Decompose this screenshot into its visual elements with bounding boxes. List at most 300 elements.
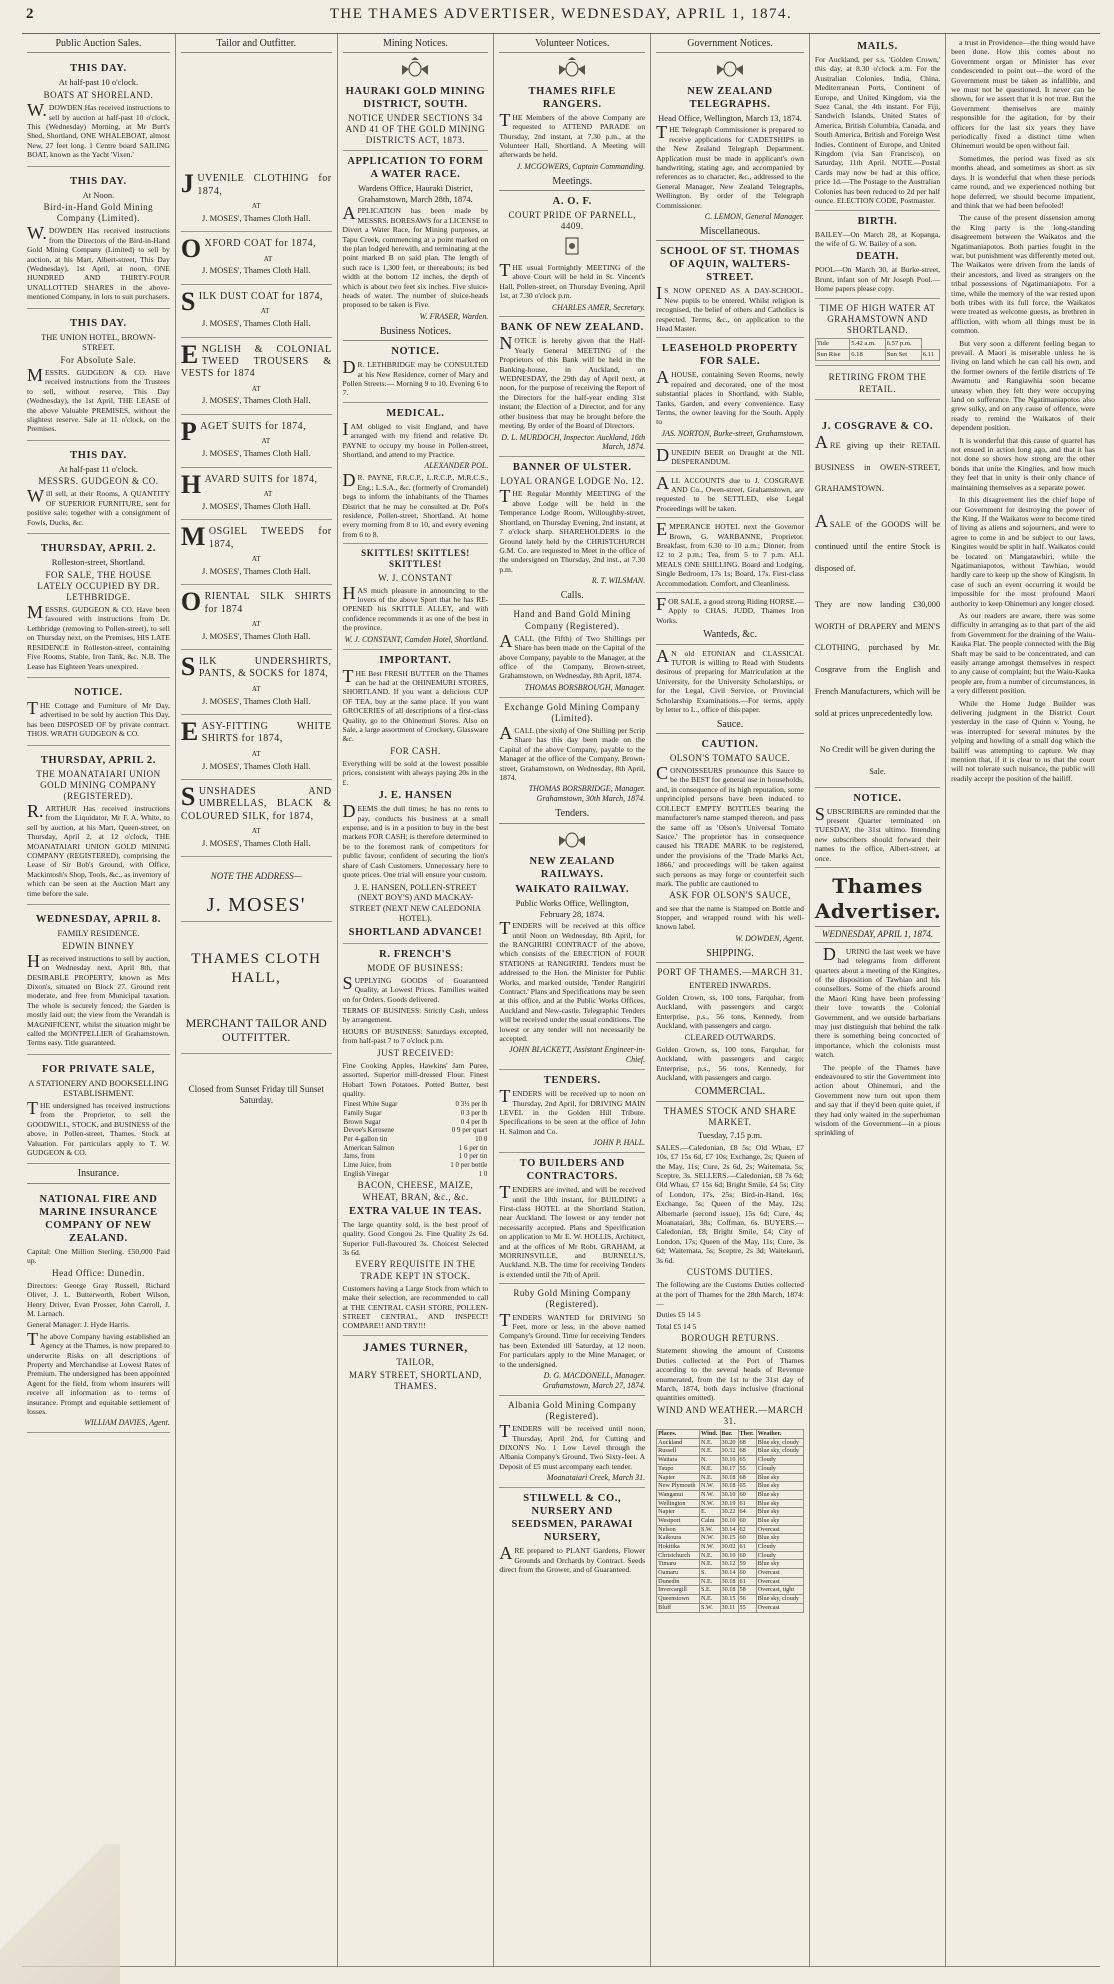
hansen-name: J. E. HANSEN <box>378 790 453 802</box>
weather-cell: N.E. <box>700 1560 720 1569</box>
french-title: R. FRENCH'S <box>379 948 452 960</box>
auction-ad-caption: THE MOANATAIARI UNION GOLD MINING COMPANY (REGISTERED). <box>36 768 161 801</box>
insurance-capital: Capital: One Million Sterling. £50,000 Paid up. <box>27 1246 170 1266</box>
death-title: DEATH. <box>856 251 899 263</box>
tailor-item <box>181 468 332 521</box>
tailor-item-text: AVARD SUITS for 1874, <box>204 473 318 485</box>
ulster-lodge: LOYAL ORANGE LODGE No. 12. <box>500 476 645 487</box>
bank-body: NOTICE is hereby given that the Half-Yearly General MEETING of the Proprietors of this Bank will be held in the Banking-house, in Auckland, on WEDNESDAY, the 29th day of April next, at noon, for the purpose of receiving the Report of the Directors for the half-year ending 31st instant; the Election of a Director, and for any other business that may be brought before the meeting. By order of the Board of Directors. <box>499 333 646 431</box>
editorial-paragraph: a trust in Providence—the thing would have been done. How this comes about no Government organ or Minister has ever condescended to point out—the word of the Government must be taken as infallible, and we must not be questioned. It never can be shown, for we assert that it is not true. But the Government themselves are mainly responsible for the agitation, for by their officers for the last six years they have periodically fixed a distinct time when Ohinemuri would be open without fail. <box>951 38 1095 151</box>
auction-ad-body: MESSRS. GUDGEON & CO. Have been favoured with instructions from Dr. Lethbridge (removing to Pollen-street), to sell on Thursday next, on the Premises, HIS LATE RESIDENCE in Rolleston-street, containing Five Rooms, Stable, Iron Tank, &c. N.B. The Lease has Eighteen Years unexpired. <box>27 602 170 671</box>
court-sign: CHARLES AMER, Secretary. <box>551 302 646 312</box>
price-item: Finest White Sugar <box>343 1100 398 1109</box>
weather-cell: 30.10 <box>720 1456 738 1465</box>
weather-cell: N.E. <box>700 1438 720 1447</box>
tailor-item-line <box>180 652 332 682</box>
tailor-item-line <box>180 587 332 617</box>
insurance-ad <box>27 1188 170 1434</box>
no-credit: No Credit will be given during the Sale. <box>819 744 936 776</box>
rifle-rangers-title: THAMES RIFLE RANGERS. <box>528 85 616 110</box>
mails-title: MAILS. <box>857 41 898 52</box>
weather-cell: Bluff <box>657 1603 700 1612</box>
accounts-notice: ALL ACCOUNTS due to J. COSGRAVE AND Co., Owen-street, Grahamstown, are requested to be SETTLED, else Legal Proceedings will be taken. <box>656 472 804 513</box>
important-title: IMPORTANT. <box>379 654 452 666</box>
tailor-item-line <box>180 286 332 316</box>
weather-cell: Dunedin <box>657 1577 700 1586</box>
section-heading: Mining Notices. <box>343 38 489 53</box>
insurance-title: NATIONAL FIRE AND MARINE INSURANCE COMPANY OF NEW ZEALAND. <box>39 1193 158 1244</box>
cash-body: Everything will be sold at the lowest possible prices, consistent with always paying 20s in the £. <box>342 759 489 787</box>
stilwell-body: ARE prepared to PLANT Gardens, Flower Grounds and Orchards by Contract. Seeds direct from the Grower, and of Guaranteed. <box>499 1543 646 1574</box>
hand-band-sign: THOMAS BORSBROUGH, Manager. <box>524 682 646 692</box>
tailor-item-from: J. MOSES', Thames Cloth Hall. <box>202 265 311 276</box>
weather-row <box>657 1569 804 1578</box>
tailor-item-line <box>180 339 332 381</box>
price-item: Per 4-gallon tin <box>343 1135 388 1144</box>
tailor-item-at: AT <box>251 619 261 628</box>
auction-ad-heading: THURSDAY, APRIL 2. <box>40 754 156 766</box>
weather-cell: Taupo <box>657 1464 700 1473</box>
weather-cell: Hokitika <box>657 1543 700 1552</box>
auction-ad-heading: NOTICE. <box>74 686 123 698</box>
royal-crest-icon <box>499 828 645 852</box>
olson-sauce: OLSON'S TOMATO SAUCE. <box>669 752 791 763</box>
auction-ad <box>27 681 170 746</box>
tailor-item-initial: E <box>180 339 199 369</box>
auction-ad <box>27 537 170 678</box>
section-heading: Miscellaneous. <box>656 226 804 241</box>
section-heading: Volunteer Notices. <box>499 38 645 53</box>
turner-address: MARY STREET, SHORTLAND, THAMES. <box>348 1369 482 1391</box>
weather-cell: S.W. <box>700 1603 720 1612</box>
weather-cell: 30.19 <box>720 1499 738 1508</box>
auction-ad-subheading: FAMILY RESIDENCE. <box>57 928 140 939</box>
price-row <box>343 1100 489 1109</box>
albania-sign: Moanataiari Creek, March 31. <box>546 1473 646 1483</box>
dunedin-beer: DUNEDIN BEER on Draught at the NIL DESPERANDUM. <box>656 444 804 467</box>
tailor-item-text: NGLISH & COLONIAL TWEED TROUSERS & VESTS for 1874 <box>180 343 332 380</box>
tenders-sign: JOHN P. HALL. <box>593 1138 646 1148</box>
weather-cell: 30.22 <box>720 1508 738 1517</box>
skittles-name: W. J. CONSTANT <box>378 572 453 583</box>
auction-ad-heading: THIS DAY. <box>70 63 127 75</box>
weather-cell: Nelson <box>657 1525 700 1534</box>
tailor-item-at: AT <box>251 384 261 393</box>
tailor-item-from: J. MOSES', Thames Cloth Hall. <box>202 395 311 406</box>
court-body: THE usual Fortnightly MEETING of the above Court will be held in St. Vincent's Hall, Pollen-street, on Thursday Evening, April 1st, at 7.30 o'clock p.m. <box>499 259 646 301</box>
column-tailor-outfitter <box>176 34 338 1966</box>
weather-cell: Invercargill <box>657 1586 700 1595</box>
notice-title: NOTICE. <box>853 792 902 804</box>
section-heading: Wanteds, &c. <box>656 629 804 644</box>
weather-column-header: Places. <box>657 1430 700 1439</box>
french-received: JUST RECEIVED: <box>377 1047 454 1058</box>
auction-ad-heading: WEDNESDAY, APRIL 8. <box>35 914 161 926</box>
waikato-body: TENDERS will be received at this office until Noon on Wednesday, 8th April, for the RANGIRIRI CONTRACT of the above, which consists of the ERECTION of FOUR STATIONS at RANGIRIRI. Tenders must be addressed to the Hon. the Minister for Public Works, and marked outside, 'Tender Rangiriri Contract.' Plans and Specifications may be seen at this office, and at the Public Works Offices, Auckland and New-castle. Telegraphic Tenders will be received under the usual conditions. The lowest or any tender will not necessarily be accepted. <box>499 918 646 1044</box>
tenders-body: TENDERS will be received up to noon on Thursday, 2nd April, for DRIVING MAIN LEVEL in the Golden Hill Tribute. Specifications to be seen at the office of John H. Salmon and Co. <box>499 1086 646 1136</box>
weather-cell: 30.10 <box>720 1516 738 1525</box>
merchant-tailor: MERCHANT TAILOR AND OUTFITTER. <box>185 1015 327 1045</box>
tide-cell: Sun Rise <box>815 350 849 361</box>
auction-ad-heading: THURSDAY, APRIL 2. <box>40 543 156 555</box>
tide-row <box>815 339 939 350</box>
weather-cell: N.E. <box>700 1473 720 1482</box>
tailor-item-initial: S <box>180 652 196 682</box>
weather-cell: Overcast <box>756 1603 803 1612</box>
weather-row <box>657 1586 804 1595</box>
weather-cell: 30.18 <box>720 1482 738 1491</box>
section-heading: Calls. <box>499 590 645 605</box>
weather-cell: Blue sky, cloudy <box>756 1595 803 1604</box>
weather-cell: N.W. <box>700 1499 720 1508</box>
telegraphs-title: NEW ZEALAND TELEGRAPHS. <box>687 85 773 110</box>
telegraphs-body: THE Telegraph Commissioner is prepared to receive applications for CADETSHIPS in the New Zealand Telegraph Department. Application must be made in applicant's own handwriting, stating age, and accompanied by references as to character, &c., addressed to the General Manager, New Zealand Telegraphs, Wellington. By order of the Telegraph Commissioner. <box>656 122 804 210</box>
weather-cell: Calm <box>700 1516 720 1525</box>
thames-cloth-hall: THAMES CLOTH HALL, <box>191 951 322 986</box>
extra-value-body: The large quantity sold, is the best proof of quality. Good Congou 2s. Fine Quality 2s 6d. Superior Full-flavoured 3s. Choicest Selected 3s 6d. <box>342 1219 489 1258</box>
weather-cell: 61 <box>738 1499 756 1508</box>
section-heading: Tailor and Outfitter. <box>181 38 332 53</box>
masthead <box>22 6 1100 34</box>
market-title: THAMES STOCK AND SHARE MARKET. <box>663 1105 797 1128</box>
water-race-title: APPLICATION TO FORM A WATER RACE. <box>347 156 484 181</box>
auction-ad-body: MESSRS. GUDGEON & CO. Have received instructions from the Trustees to sell, without reserve, This Day (Wednesday), the 1st April, THE LEASE of the above Valuable PREMISES, without the slightest reserve. Sale at 11 o'clock, on the Premises. <box>27 364 170 434</box>
auction-ad-body: Will sell, at their Rooms, A QUANTITY OF SUPERIOR FURNITURE, sent for positive sale; together with a consignment of Fowls, Ducks, &c. <box>27 486 170 527</box>
auction-ad-body: R.ARTHUR Has received instructions from the Liquidator, Mr F. A. White, to sell by auction, at his Mart, Queen-street, on Thursday, April 2, at 12 o'clock, THE MOANATAIARI UNION GOLD MINING COMPANY (REGISTERED), comprising the Lease of Sir Bob's Ground, with Office, Mackintosh's Shop, Tools, &c., as inventory of which can be seen at the Auction Mart any time before the sale. <box>27 801 170 898</box>
price-row <box>343 1126 489 1135</box>
torn-page-corner <box>0 1844 120 1984</box>
ulster-body: THE Regular Monthly MEETING of the above Lodge will be held in the Temperance Lodge Room, Willoughby-street, Shortland, on Thursday Evening, 2nd instant, at 7 o'clock sharp. SHAREHOLDERS in the Ground lately held by the CHRISTCHURCH G.M. Co. are requested to Meet in the office of the undersigned on Thursday, 2nd inst., at 7.30 p.m. <box>499 486 646 574</box>
aof-title: A. O. F. <box>552 196 592 208</box>
french-terms: TERMS OF BUSINESS: Strictly Cash, unless by arrangement. <box>342 1006 489 1025</box>
weather-cell: 68 <box>738 1473 756 1482</box>
column-volunteer-notices <box>494 34 651 1966</box>
price-item: Brown Sugar <box>343 1117 381 1126</box>
waikato-office: Public Works Office, Wellington, February 28, 1874. <box>515 898 629 919</box>
auction-ad-body: W.DOWDEN Has received instructions to sell by auction at half-past 10 o'clock, This (Wednesday) Morning, at Mr Burt's Shed, Shortland, ONE WHALEBOAT, almost New, 27 feet long. 1 Centre board SAILING BOAT, known as the Yacht 'Vixen.' <box>27 100 170 160</box>
weather-cell: 62 <box>738 1525 756 1534</box>
tenders-title: TENDERS. <box>543 1075 601 1087</box>
weather-cell: 30.15 <box>720 1595 738 1604</box>
weather-cell: N.E. <box>700 1464 720 1473</box>
weather-cell: New Plymouth <box>657 1482 700 1491</box>
weather-cell: 56 <box>738 1595 756 1604</box>
stilwell-title: STILWELL & CO., NURSERY AND SEEDSMEN, PARAWAI NURSERY, <box>511 1493 633 1544</box>
weather-row <box>657 1438 804 1447</box>
weather-cell: 30.11 <box>720 1603 738 1612</box>
weather-cell: Christchurch <box>657 1551 700 1560</box>
price-value: 1 0 per tin <box>458 1152 488 1161</box>
caution-title: CAUTION. <box>701 738 759 750</box>
auction-ad-heading: THIS DAY. <box>70 317 127 329</box>
editorial-paragraph: In this disagreement lies the chief hope of our Government for destroying the power of the King. If the Waikatos were to become tired of living as aliens and sojourners, and were to agree to come in and be subject to our laws, Kingites would be split in half. Waikatos could be located on Mangatawhiri, while the Ngatimaniapotos, without Tawhiao, would hardly care to keep up the show of Kingism. In case of such an event occurring it would be impossible for the most profound Maori authority to keep Ohinemuri any longer closed. <box>951 495 1095 608</box>
ruby-sign: D. G. MACDONELL, Manager. Grahamstown, March 27, 1874. <box>542 1371 646 1390</box>
price-list <box>343 1100 489 1178</box>
turner-name: JAMES TURNER, <box>362 1339 468 1354</box>
price-value: 1 0 <box>478 1169 488 1178</box>
leasehold-sign: JAS. NORTON, Burke-street, Grahamstown. <box>661 428 804 438</box>
section-heading: Sauce. <box>656 719 804 734</box>
price-value: 1 6 per tin <box>458 1143 488 1152</box>
weather-cell: Cloudy <box>756 1551 803 1560</box>
court-title: COURT PRIDE OF PARNELL, 4409. <box>508 210 636 232</box>
weather-cell: 64 <box>738 1508 756 1517</box>
tailor-item-text: UVENILE CLOTHING for 1874, <box>197 173 332 197</box>
weather-row <box>657 1447 804 1456</box>
hansen-sign: J. E. HANSEN, POLLEN-STREET (NEXT BOY'S) AND MACKAY-STREET (NEXT NEW CALEDONIA HOTEL). <box>349 881 482 924</box>
hand-band-body: ACALL (the Fifth) of Two Shillings per Share has been made on the Capital of the above Company, payable to the Manager, at the office of the Company, Brown-street, Grahamstown, on Wednesday, 8th April, 1874. <box>499 630 646 681</box>
price-value: 0 4 per lb <box>460 1117 488 1126</box>
cosgrave-name: J. COSGRAVE & CO. <box>821 420 934 432</box>
mining-district-title: HAURAKI GOLD MINING DISTRICT, SOUTH. <box>345 85 486 110</box>
builders-title: TO BUILDERS AND CONTRACTORS. <box>519 1158 625 1183</box>
weather-cell: 30.15 <box>720 1534 738 1543</box>
editorial-dateline: WEDNESDAY, APRIL 1, 1874. <box>815 926 940 943</box>
tailor-item-text: ASY-FITTING WHITE SHIRTS for 1874, <box>201 721 332 745</box>
tailor-item-from: J. MOSES', Thames Cloth Hall. <box>202 448 311 458</box>
weather-cell: 65 <box>738 1456 756 1465</box>
weather-cell: 68 <box>738 1447 756 1456</box>
editorial-paragraph: The cause of the present dissension among the King party is the long-standing disagreement between the Waikatos and the Ngatimaniapotos. Both parties fought in the war, but punishment was differently meted out. The Waikatos were driven from the lands of their ancestors, and lived as strangers on the tribal possessions of Ngatimaniapoto. For a time, while the memory of the war rested upon both tribes with its full force, the Waikatos were treated as welcome guests, as brethren in affliction, with whom all things must be in common. <box>951 213 1095 336</box>
tailor-item-from: J. MOSES', Thames Cloth Hall. <box>202 500 311 511</box>
weather-cell: 58 <box>738 1586 756 1595</box>
medical-sign: ALEXANDER POL. <box>424 461 489 471</box>
weather-cell: Wanganui <box>657 1490 700 1499</box>
tide-cell: 6.11 <box>921 350 939 361</box>
school-body: IS NOW OPENED AS A DAY-SCHOOL. New pupils to be entered. Whilst religion is recognised, the belief of others and Catholics is respected. Terms, &c., on application to the Head Master. <box>656 283 804 333</box>
auction-ad-caption: For Absolute Sale. <box>60 354 137 365</box>
auction-ad <box>27 908 170 1055</box>
moses-name: J. MOSES' <box>206 893 306 916</box>
weather-cell: Blue sky, cloudy <box>756 1438 803 1447</box>
medical-title: MEDICAL. <box>386 407 445 419</box>
weather-cell: Overcast <box>756 1577 803 1586</box>
weather-table <box>656 1429 804 1612</box>
column-mails-and-editorial <box>810 34 946 1966</box>
royal-crest-icon <box>343 57 489 81</box>
section-heading: Business Notices. <box>343 326 489 341</box>
newspaper-title: THE THAMES ADVERTISER, WEDNESDAY, APRIL 1, 1874. <box>329 6 793 22</box>
tailor-item-initial: S <box>180 286 196 316</box>
weather-row <box>657 1543 804 1552</box>
auction-ad-heading: THIS DAY. <box>70 449 127 461</box>
auction-ad-heading: THIS DAY. <box>70 175 127 187</box>
weather-cell: S. <box>700 1569 720 1578</box>
tailor-item-at: AT <box>251 827 261 836</box>
insurance-body: The above Company having established an Agency at the Thames, is now prepared to underwrite Risks on all descriptions of Property and Merchandise at Lowest Rates of Premium. The undersigned has been appointed Agent for the field, from whom insurers will receive all information as to terms of insurance. Prompt and equitable settlement of losses. <box>27 1328 170 1417</box>
weather-cell: Blue sky <box>756 1560 803 1569</box>
page-number: 2 <box>26 6 34 22</box>
exchange-sign: THOMAS BORSBRIDGE, Manager. Grahamstown, 30th March, 1874. <box>528 784 646 804</box>
entered-inwards: ENTERED INWARDS. <box>689 980 771 991</box>
telegraphs-sign: C. LEMON, General Manager. <box>704 212 804 222</box>
tide-table <box>815 338 940 361</box>
royal-crest-icon <box>499 57 645 81</box>
section-heading: Insurance. <box>27 1168 170 1183</box>
weather-cell: N.E. <box>700 1447 720 1456</box>
weather-cell: 30.18 <box>720 1577 738 1586</box>
weather-cell: 30.14 <box>720 1569 738 1578</box>
tailor-item-text: UNSHADES AND UMBRELLAS, BLACK & COLOURED SILK, for 1874, <box>180 786 332 822</box>
weather-cell: 30.14 <box>720 1525 738 1534</box>
weather-cell: S.E. <box>700 1586 720 1595</box>
tailor-item-from: J. MOSES', Thames Cloth Hall. <box>202 630 311 641</box>
temperance-hotel: EMPERANCE HOTEL next the Governor Brown, G. WARBANNE, Proprietor. Breakfast, from 6.30 to 10 a.m.; Dinner, from 12 to 2 p.m.; Tea, from 5 to 7 p.m. ALL MEALS ONE SHILLING. Board and Lodging, Single Bedroom, 17s 1s; Board, 17s. First-class Accommodation. Comfort, and Cleanliness. <box>656 519 804 588</box>
tailor-item <box>181 780 332 857</box>
retiring-notice: RETIRING FROM THE RETAIL. <box>828 372 927 394</box>
market-body: SALES.—Caledonian, £8 5s; Old Whau, £7 10s, £7 15s 6d, £7 10s; Exchange, 2s; Queen of the May, 11s; Cure, 2s 6d, 2s; Waitemata, 5s; Sceptre, 3s. SELLERS.—Caledonian, £8 7s 6d; Old Whau, £7 15s 6d; Bright Smile, £4 5s; City of London, 17s, 25s; Bird-in-Hand, 16s; Exchange, 5s; Queen of the May, 12s; Albemarle (second issue), 15s 6d; Cure, 4s; Moanataiari, 38s; Coffman, 6s. BUYERS.—Caledonian, £8; Bright Smile, £4; City of London, 17s; Queen of the May, 11s; Cure, 3s 6d; Waitemata, 5s; Sceptre, 2s 3d; Waitekauri, 3s 6d. <box>656 1142 804 1265</box>
section-heading: Public Auction Sales. <box>27 38 170 53</box>
weather-row <box>657 1551 804 1560</box>
customs-duties: Duties £5 14 5 <box>656 1310 701 1320</box>
auction-ad-subheading: At half-past 10 o'clock. <box>58 77 139 88</box>
french-hours: HOURS OF BUSINESS: Saturdays excepted, from half-past 7 to 7 o'clock p.m. <box>342 1026 489 1046</box>
tide-cell: Sun Set <box>885 350 921 361</box>
weather-cell: Blue sky <box>756 1482 803 1491</box>
price-value: 0 9 per quart <box>451 1126 488 1135</box>
tailor-item-text: OSGIEL TWEEDS for 1874, <box>208 526 332 550</box>
bank-title: BANK OF NEW ZEALAND. <box>500 322 644 334</box>
weather-cell: Cloudy <box>756 1456 803 1465</box>
customs-title: CUSTOMS DUTIES. <box>686 1267 774 1277</box>
weather-row <box>657 1525 804 1534</box>
exchange-body: ACALL (the sixth) of One Shilling per Scrip Share has this day been made on the Capital of the above Company, payable to the Manager at the office of the Company, Brown-street, Grahamstown, on Wednesday, 8th April, 1874. <box>499 723 646 783</box>
tailor-item-line <box>180 717 332 747</box>
weather-cell: Westport <box>657 1516 700 1525</box>
landing-worth: They are now landing £30,000 WORTH of DRAPERY and MEN'S CLOTHING, purchased by Mr. Cosgrave from the English and French Manufacturers, which will be sold at prices unprecedentedly low. <box>814 599 941 718</box>
every-requisite-title: EVERY REQUISITE IN THE TRADE KEPT IN STOCK. <box>355 1259 476 1281</box>
weather-cell: N.E. <box>700 1595 720 1604</box>
tide-cell: 5.42 a.m. <box>850 339 886 350</box>
market-time: Tuesday, 7.15 p.m. <box>697 1130 763 1141</box>
weather-cell: N.E. <box>700 1577 720 1586</box>
weather-row <box>657 1482 804 1491</box>
editorial-paragraph: Sometimes, the period was fixed as six months ahead, and sometimes as short as six days. It is wonderful that when these periods came round, and we experienced nothing but hope deferred, we should become impatient, and think that we had been befooled! <box>951 153 1095 210</box>
weather-row <box>657 1490 804 1499</box>
auction-ad-body: THE Cottage and Furniture of Mr Day, advertised to be sold by auction This Day, has been DISPOSED OF by private contract. THOS. WRATH GUDGEON & CO. <box>27 697 170 739</box>
skittles-sign: W. J. CONSTANT, Camden Hotel, Shortland. <box>344 634 489 644</box>
insurance-directors: Directors: George Gray Russell, Richard Oliver, J. L. Butterworth, Robert Wilson, Henry Driver, Evan Prosser, John Carroll, J. M. Larnach. <box>27 1280 170 1319</box>
tailor-item <box>181 585 332 650</box>
tailor-item-from: J. MOSES', Thames Cloth Hall. <box>202 565 311 576</box>
auction-ad <box>27 749 170 906</box>
weather-cell: E. <box>700 1508 720 1517</box>
tailor-item-text: ILK DUST COAT for 1874, <box>198 290 324 302</box>
weather-cell: Blue sky <box>756 1516 803 1525</box>
weather-cell: 30.20 <box>720 1438 738 1447</box>
weather-cell: Overcast <box>756 1525 803 1534</box>
turner-trade: TAILOR, <box>396 1356 435 1367</box>
giving-up: ARE giving up their RETAIL BUSINESS in OWEN-STREET, GRAHAMSTOWN. <box>814 431 941 494</box>
tailor-item-at: AT <box>251 749 261 758</box>
horse-for-sale: FOR SALE, a good strong Riding HORSE.—Apply to CHAS. JUDD, Thames Iron Works. <box>656 594 804 625</box>
order-emblem-icon <box>499 235 645 259</box>
tailor-item-initial: O <box>180 587 202 617</box>
weather-cell: Blue sky <box>756 1508 803 1517</box>
customs-body: The following are the Customs Duties collected at the port of Thames for the 28th March, 1874:— <box>656 1280 804 1308</box>
school-title: SCHOOL OF ST. THOMAS OF AQUIN, WALTERS-STREET. <box>660 246 800 284</box>
tailor-item-initial: P <box>180 416 198 446</box>
auction-ad-body: W.DOWDEN Has received instructions from the Directors of the Bird-in-Hand Gold Mining Company (Limited) to sell by auction, at his Mart, Albert-street, This Day (Wednesday), 1st April, at noon, ONE HUNDRED AND THIRTY-FOUR UNALLOTTED SHARES in the above-mentioned Company, in lots to suit purchasers. <box>27 223 170 302</box>
payne-body: DR. PAYNE, F.R.C.P., L.R.C.P., M.R.C.S., Eng.; L.S.A., &c. (formerly of Cromandel) begs to inform the inhabitants of the Thames District that he may be consulted at Dr. Pol's residence, Pollen-street, Shortland. At home every morning from 8 to 10, and every evening from 6 to 8. <box>342 470 489 539</box>
auction-ad-subheading: At Noon. <box>82 189 115 200</box>
weather-cell: 30.10 <box>720 1551 738 1560</box>
rifle-rangers-body: THE Members of the above Company are requested to ATTEND PARADE on Thursday, 2nd instant, at 7.30 p.m., at the Volunteer Hall, Shortland. A Meeting will afterwards be held. <box>499 109 646 160</box>
extra-value-title: EXTRA VALUE IN TEAS. <box>349 1205 482 1217</box>
water-race-body: APPLICATION has been made by MESSRS. BORESAWS for a LICENSE to Divert a Water Race, for Mining purposes, at Tapu Creek, commencing at a point marked on the plan lodged herewith, and terminating at the point marked B on said plan. The length of such race is 1,300 feet, or thereabouts; its bed width at the bottom 12 inches, the depth of which is about two feet six inches. Five sluice-heads of water. The number of sluice-heads proposed to be taken is Five. <box>342 203 489 310</box>
every-requisite-body: Customers having a Large Stock from which to make their selection, are recommended to call at THE CENTRAL CASH STORE, POLLEN-STREET CENTRAL, AND INSPECT! COMPARE!! AND TRY!!! <box>342 1283 489 1331</box>
weather-cell: N.W. <box>700 1543 720 1552</box>
weather-column-header: Bar. <box>720 1430 738 1439</box>
tailor-item <box>181 715 332 780</box>
auction-ad-caption: Bird-in-Hand Gold Mining Company (Limited). <box>43 202 154 224</box>
birth-body: BAILEY—On March 28, at Kopanga, the wife of G. W. Bailey of a son. <box>814 229 941 248</box>
column-public-auction-sales <box>22 34 176 1966</box>
birth-title: BIRTH. <box>857 215 898 227</box>
weather-cell: Blue sky <box>756 1490 803 1499</box>
water-race-sign: W. FRASER, Warden. <box>419 311 489 321</box>
hand-band-title: Hand and Band Gold Mining Company (Registered). <box>513 609 631 631</box>
tide-cell: 6.18 <box>850 350 886 361</box>
weather-cell: N. <box>700 1456 720 1465</box>
weather-row <box>657 1595 804 1604</box>
weather-cell: N.W. <box>700 1490 720 1499</box>
editorial-paragraph: The people of the Thames have endeavoured to stir the Government into action about Ohinemuri, and the Government now turn out upon them and say that if they'd been quite quiet, if they had only waited in the superhuman wisdom of the Government—in a pious sprinkling of <box>814 1062 941 1138</box>
tailor-item <box>181 338 332 415</box>
cash-title: FOR CASH. <box>390 745 441 756</box>
lethbridge-notice: DR. LETHBRIDGE may be CONSULTED at his New Residence, corner of Mary and Pollen Streets:— Morning 9 to 10. Evening 6 to 7. <box>342 357 489 398</box>
price-row <box>343 1144 489 1153</box>
auction-ad-subheading: Rolleston-street, Shortland. <box>51 557 146 568</box>
price-row <box>343 1118 489 1127</box>
tailor-item <box>181 232 332 285</box>
caution-sign: W. DOWDEN, Agent. <box>735 933 804 943</box>
price-value: 0 3 per lb <box>460 1109 488 1118</box>
borough-body: Statement showing the amount of Customs Duties collected at the Port of Thames according to the several heads of Revenue enumerated, from the 1st to the 31st day of March, 1874, both days inclusive (fractional quantities omitted). <box>656 1346 804 1403</box>
tailor-item-text: AGET SUITS for 1874, <box>200 420 307 432</box>
tutor-wanted: AN old ETONIAN and CLASSICAL TUTOR is willing to Read with Students desirous of preparing for Matriculation at the University, for the University Scholarships, or for the Legal, Civil Service, or Provincial Scholarship Examinations.—For terms, apply by letter to L., office of this paper. <box>656 645 804 715</box>
note-address: NOTE THE ADDRESS— <box>210 871 302 882</box>
weather-row <box>657 1499 804 1508</box>
weather-cell: 30.17 <box>720 1464 738 1473</box>
auction-ad-body: Has received instructions to sell by auction, on Wednesday next, April 8th, that DESIRABLE PROPERTY, known as Mrs Dixon's, situated on Block 27. Ground rent moderate, and free from Municipal taxation. The whole is securely fenced; the Garden is mostly laid out; the view from the Verandah is MAGNIFICENT, whilst the situation might be called the MONTPELLIER of Grahamstown. Terms easy. Title guaranteed. <box>27 950 170 1048</box>
auction-ad-subheading: THE UNION HOTEL, BROWN-STREET. <box>41 331 156 353</box>
weather-column-header: Wind. <box>700 1430 720 1439</box>
tailor-item-from: J. MOSES', Thames Cloth Hall. <box>202 837 311 848</box>
editorial-paragraph: It is wonderful that this cause of quarrel has not ensued in action long ago, and that it has not done so shows how strong are the other bonds that unite the Kingites, and how much they feel that in unity is their only chance of maintaining themselves as a separate power. <box>951 435 1095 492</box>
tide-cell: 6.57 p.m. <box>885 339 921 350</box>
weather-cell: Kaikoura <box>657 1534 700 1543</box>
weather-cell: Cloudy <box>756 1543 803 1552</box>
auction-ad-caption: BOATS AT SHORELAND. <box>43 89 154 100</box>
price-item: Lime Juice, from <box>343 1161 392 1170</box>
auction-ad-body: THE undersigned has received instructions from the Proprietor, to sell the GOODWILL, STOCK, and BUSINESS of the above, in Pollen-street, Thames. Stock at Valuation. For particulars apply to T. W. GUDGEON & CO. <box>27 1097 170 1157</box>
weather-cell: Blue sky <box>756 1534 803 1543</box>
mining-act-notice: NOTICE UNDER SECTIONS 34 AND 41 OF THE GOLD MINING DISTRICTS ACT, 1873. <box>345 112 486 146</box>
price-row <box>343 1161 489 1170</box>
ruby-title: Ruby Gold Mining Company (Registered). <box>513 1288 632 1310</box>
price-item: English Vinegar <box>343 1169 389 1178</box>
weather-cell: Blue sky <box>756 1499 803 1508</box>
paper-nameplate: Thames Advertiser. <box>814 873 942 923</box>
tailor-item-at: AT <box>261 437 271 446</box>
weather-row <box>657 1516 804 1525</box>
editorial-paragraph: DURING the last week we have had telegrams from different quarters about a meeting of the Kingites, of the disposition of Tawhiao and his counsellors. Some of the chiefs around the Maori King have been professing their love towards the Colonial Government, and we outside barbarians may just distinguish that behind the talk there is something being concocted of importance, which the colonists must watch. <box>814 943 941 1060</box>
weather-cell: 30.32 <box>720 1447 738 1456</box>
editorial-paragraph: But very soon a different feeling began to prevail. A Maori is miserable unless he is living on land which he can call his own, and the former owners of the fertile districts of Te Awamutu and Rangiawhia soon became uneasy when they felt they were occupying land on sufferance. The Ngatimaniapotos also grew sulky, and on any cause of offence, were ready to remind the Waikatos of their dependent position. <box>951 338 1095 433</box>
weather-row <box>657 1508 804 1517</box>
weather-cell: 30.18 <box>720 1586 738 1595</box>
